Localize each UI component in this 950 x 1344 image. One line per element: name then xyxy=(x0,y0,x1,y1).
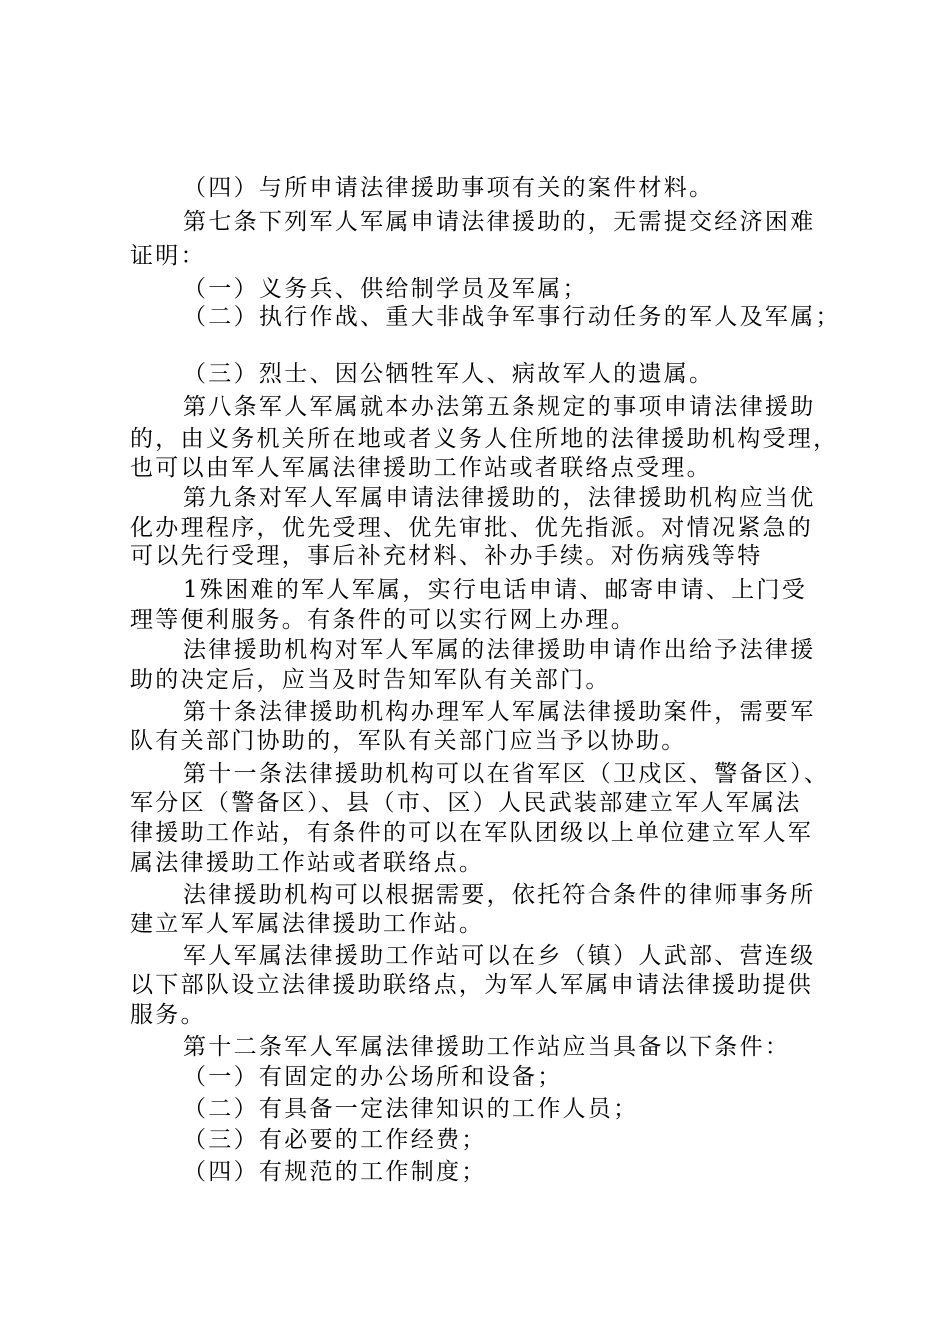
text-line: 法律援助机构可以根据需要，依托符合条件的律师事务所 xyxy=(183,882,816,908)
text-line: 军分区（警备区）、县（市、区）人民武装部建立军人军属法 xyxy=(130,790,802,816)
text-line: 军人军属法律援助工作站可以在乡（镇）人武部、营连级 xyxy=(183,943,816,969)
text-line: 证明： xyxy=(130,243,206,269)
text-line: 第七条下列军人军属申请法律援助的，无需提交经济困难 xyxy=(183,209,816,235)
text-line: 也可以由军人军属法律援助工作站或者联络点受理。 xyxy=(130,455,712,481)
text-line: 第十条法律援助机构办理军人军属法律援助案件，需要军 xyxy=(183,699,816,725)
text-line: 可以先行受理，事后补充材料、补办手续。对伤病残等特 xyxy=(130,543,763,569)
text-line: （四）有规范的工作制度； xyxy=(183,1159,487,1185)
text-line: 以下部队设立法律援助联络点，为军人军属申请法律援助提供 xyxy=(130,972,814,998)
text-line: （四）与所申请法律援助事项有关的案件材料。 xyxy=(183,175,715,201)
text-line: 服务。 xyxy=(130,1002,206,1028)
text-line: 理等便利服务。有条件的可以实行网上办理。 xyxy=(130,607,636,633)
text-line: 建立军人军属法律援助工作站。 xyxy=(130,911,485,937)
text-line: 1殊困难的军人军属，实行电话申请、邮寄申请、上门受 xyxy=(183,577,808,603)
text-line: 属法律援助工作站或者联络点。 xyxy=(130,850,485,876)
text-line: （一）有固定的办公场所和设备； xyxy=(183,1064,563,1090)
text-line: 助的决定后，应当及时告知军队有关部门。 xyxy=(130,667,611,693)
text-line: （一）义务兵、供给制学员及军属； xyxy=(183,276,588,302)
text-line: 第十二条军人军属法律援助工作站应当具备以下条件： xyxy=(183,1034,791,1060)
text-line: 队有关部门协助的，军队有关部门应当予以协助。 xyxy=(130,728,687,754)
text-line: （三）烈士、因公牺牲军人、病故军人的遗属。 xyxy=(183,361,715,387)
text-line: 化办理程序，优先受理、优先审批、优先指派。对情况紧急的 xyxy=(130,515,814,541)
text-line: （二）有具备一定法律知识的工作人员； xyxy=(183,1096,639,1122)
text-line: 的，由义务机关所在地或者义务人住所地的法律援助机构受理， xyxy=(130,426,839,452)
text-line: 第十一条法律援助机构可以在省军区（卫戍区、警备区）、 xyxy=(183,761,830,787)
text-line: （三）有必要的工作经费； xyxy=(183,1127,487,1153)
text-line: 律援助工作站，有条件的可以在军队团级以上单位建立军人军 xyxy=(130,820,814,846)
text-line: 法律援助机构对军人军属的法律援助申请作出给予法律援 xyxy=(183,637,816,663)
text-line: （二）执行作战、重大非战争军事行动任务的军人及军属； xyxy=(183,304,841,330)
text-line: 第九条对军人军属申请法律援助的，法律援助机构应当优 xyxy=(183,485,816,511)
text-line: 第八条军人军属就本办法第五条规定的事项申请法律援助 xyxy=(183,394,816,420)
